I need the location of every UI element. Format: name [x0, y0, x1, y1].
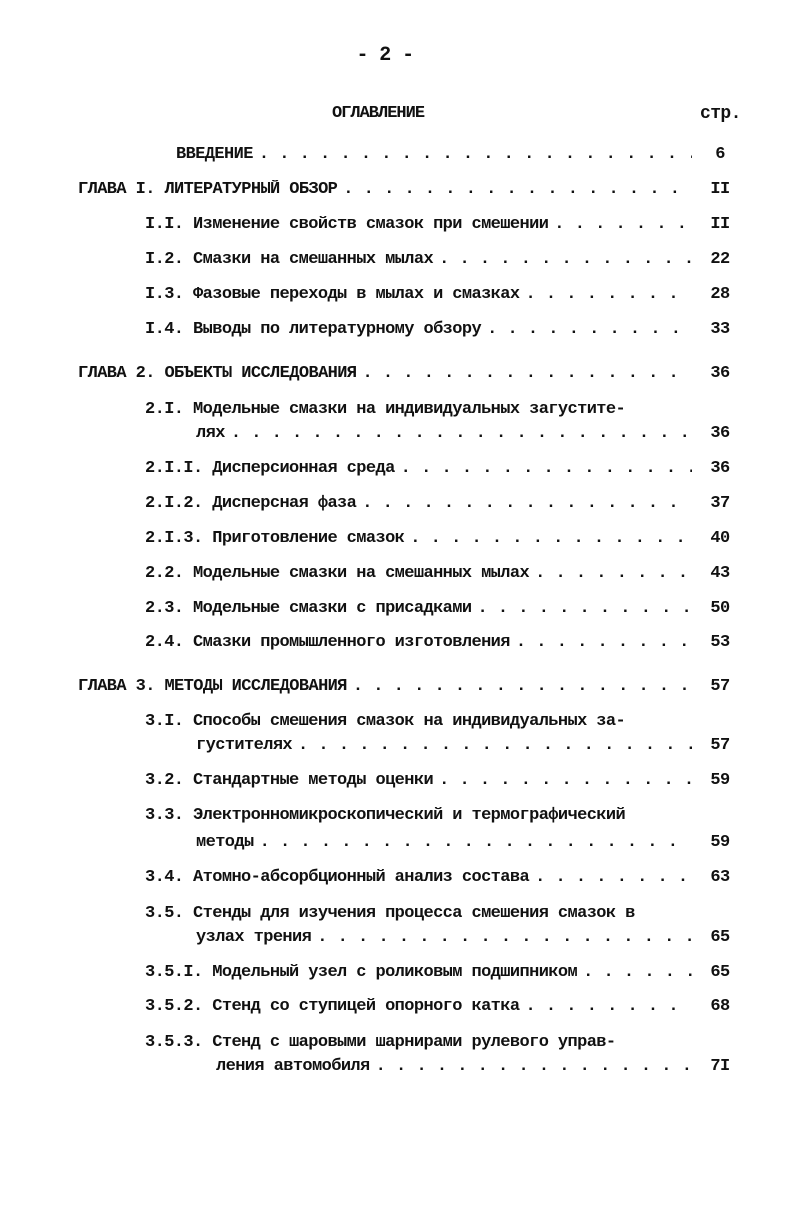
dot-leader	[362, 494, 692, 513]
entry-number: I.2.	[145, 250, 184, 269]
dot-leader	[259, 145, 692, 164]
entry-page: 6	[715, 145, 725, 164]
entry-page: II	[710, 180, 730, 199]
toc-entry	[0, 1033, 792, 1083]
toc-entry	[0, 564, 792, 592]
entry-title: Модельные смазки на смешанных мылах	[193, 564, 530, 583]
toc-entry	[0, 997, 792, 1025]
entry-title: ОБЪЕКТЫ ИССЛЕДОВАНИЯ	[164, 364, 357, 383]
entry-title: Атомно-абсорбционный анализ состава	[193, 868, 530, 887]
toc-entry	[0, 215, 792, 243]
toc-chapter-entry	[0, 677, 792, 705]
page-column-label: стр.	[700, 104, 741, 124]
entry-page: 37	[710, 494, 730, 513]
entry-page: II	[710, 215, 730, 234]
dot-leader	[583, 963, 692, 982]
dot-leader	[401, 459, 692, 478]
entry-title: Стенды для изучения процесса смешения смазок в	[193, 904, 635, 923]
dot-leader	[439, 250, 692, 269]
entry-number: 2.I.2.	[145, 494, 203, 513]
entry-number: 2.3.	[145, 599, 184, 618]
entry-title-continued: ления автомобиля	[216, 1057, 370, 1076]
entry-page: 43	[710, 564, 730, 583]
entry-title: Стандартные методы оценки	[193, 771, 434, 790]
entry-title-continued: узлах трения	[196, 928, 312, 947]
toc-entry	[0, 868, 792, 896]
entry-page: 57	[710, 736, 730, 755]
toc-chapter-entry	[0, 364, 792, 392]
entry-title: Дисперсная фаза	[212, 494, 357, 513]
entry-page: 22	[710, 250, 730, 269]
dot-leader	[535, 564, 692, 583]
entry-number: 2.2.	[145, 564, 184, 583]
entry-title: Способы смешения смазок на индивидуальных за-	[193, 712, 626, 731]
entry-number: ГЛАВА I.	[78, 180, 155, 199]
entry-number: ГЛАВА 2.	[78, 364, 155, 383]
toc-heading: ОГЛАВЛЕНИЕ	[332, 104, 425, 123]
entry-page: 36	[710, 459, 730, 478]
toc-entry	[0, 712, 792, 762]
dot-leader	[439, 771, 692, 790]
entry-page: 59	[710, 771, 730, 790]
toc-entry	[0, 806, 792, 856]
entry-page: 36	[710, 364, 730, 383]
entry-title: Модельные смазки на индивидуальных загустите-	[193, 400, 626, 419]
entry-number: 3.5.	[145, 904, 184, 923]
toc-entry	[0, 145, 792, 173]
dot-leader	[477, 599, 692, 618]
entry-page: 36	[710, 424, 730, 443]
toc-entry	[0, 459, 792, 487]
entry-number: 2.I.3.	[145, 529, 203, 548]
toc-entry	[0, 904, 792, 954]
entry-page: 68	[710, 997, 730, 1016]
entry-page: 50	[710, 599, 730, 618]
entry-title: Дисперсионная среда	[212, 459, 395, 478]
entry-title-continued: методы	[196, 833, 254, 852]
entry-title: Смазки промышленного изготовления	[193, 633, 510, 652]
entry-title: Электронномикроскопический и термографический	[193, 806, 626, 825]
entry-title-continued: лях	[196, 424, 225, 443]
entry-title: Изменение свойств смазок при смешении	[193, 215, 549, 234]
dot-leader	[376, 1057, 692, 1076]
entry-number: 2.I.I.	[145, 459, 203, 478]
dot-leader	[554, 215, 692, 234]
entry-title: Модельный узел с роликовым подшипником	[212, 963, 578, 982]
entry-page: 57	[710, 677, 730, 696]
entry-page: 53	[710, 633, 730, 652]
entry-page: 63	[710, 868, 730, 887]
entry-page: 7I	[710, 1057, 730, 1076]
dot-leader	[231, 424, 692, 443]
entry-number: ГЛАВА 3.	[78, 677, 155, 696]
entry-title: Выводы по литературному обзору	[193, 320, 482, 339]
entry-title: Стенд со ступицей опорного катка	[212, 997, 520, 1016]
entry-title: ВВЕДЕНИЕ	[176, 145, 253, 164]
entry-title: Стенд с шаровыми шарнирами рулевого управ-	[212, 1033, 616, 1052]
entry-number: 3.3.	[145, 806, 184, 825]
entry-number: 3.I.	[145, 712, 184, 731]
entry-number: 3.5.3.	[145, 1033, 203, 1052]
toc-entry	[0, 599, 792, 627]
entry-title: Приготовление смазок	[212, 529, 405, 548]
entry-title-continued: густителях	[196, 736, 293, 755]
dot-leader	[317, 928, 692, 947]
toc-chapter-entry	[0, 180, 792, 208]
entry-number: 2.4.	[145, 633, 184, 652]
dot-leader	[410, 529, 692, 548]
dot-leader	[362, 364, 692, 383]
entry-number: I.4.	[145, 320, 184, 339]
entry-number: 3.4.	[145, 868, 184, 887]
entry-number: I.3.	[145, 285, 184, 304]
entry-number: 3.5.2.	[145, 997, 203, 1016]
entry-title: МЕТОДЫ ИССЛЕДОВАНИЯ	[164, 677, 347, 696]
dot-leader	[535, 868, 692, 887]
entry-page: 40	[710, 529, 730, 548]
toc-entry	[0, 963, 792, 991]
dot-leader	[526, 285, 693, 304]
entry-number: 2.I.	[145, 400, 184, 419]
entry-page: 65	[710, 928, 730, 947]
toc-entry	[0, 400, 792, 450]
dot-leader	[516, 633, 692, 652]
toc-entry	[0, 320, 792, 348]
dot-leader	[487, 320, 692, 339]
entry-title: Смазки на смешанных мылах	[193, 250, 434, 269]
dot-leader	[343, 180, 692, 199]
entry-title: Модельные смазки с присадками	[193, 599, 472, 618]
entry-number: 3.5.I.	[145, 963, 203, 982]
toc-entry	[0, 285, 792, 313]
dot-leader	[260, 833, 692, 852]
entry-page: 59	[710, 833, 730, 852]
entry-page: 65	[710, 963, 730, 982]
page-number: - 2 -	[356, 44, 414, 67]
toc-entry	[0, 771, 792, 799]
entry-number: I.I.	[145, 215, 184, 234]
toc-entry	[0, 633, 792, 661]
entry-page: 33	[710, 320, 730, 339]
dot-leader	[353, 677, 692, 696]
entry-title: ЛИТЕРАТУРНЫЙ ОБЗОР	[164, 180, 338, 199]
dot-leader	[298, 736, 692, 755]
entry-number: 3.2.	[145, 771, 184, 790]
entry-title: Фазовые переходы в мылах и смазках	[193, 285, 520, 304]
dot-leader	[526, 997, 693, 1016]
toc-entry	[0, 494, 792, 522]
toc-entry	[0, 250, 792, 278]
toc-entry	[0, 529, 792, 557]
entry-page: 28	[710, 285, 730, 304]
